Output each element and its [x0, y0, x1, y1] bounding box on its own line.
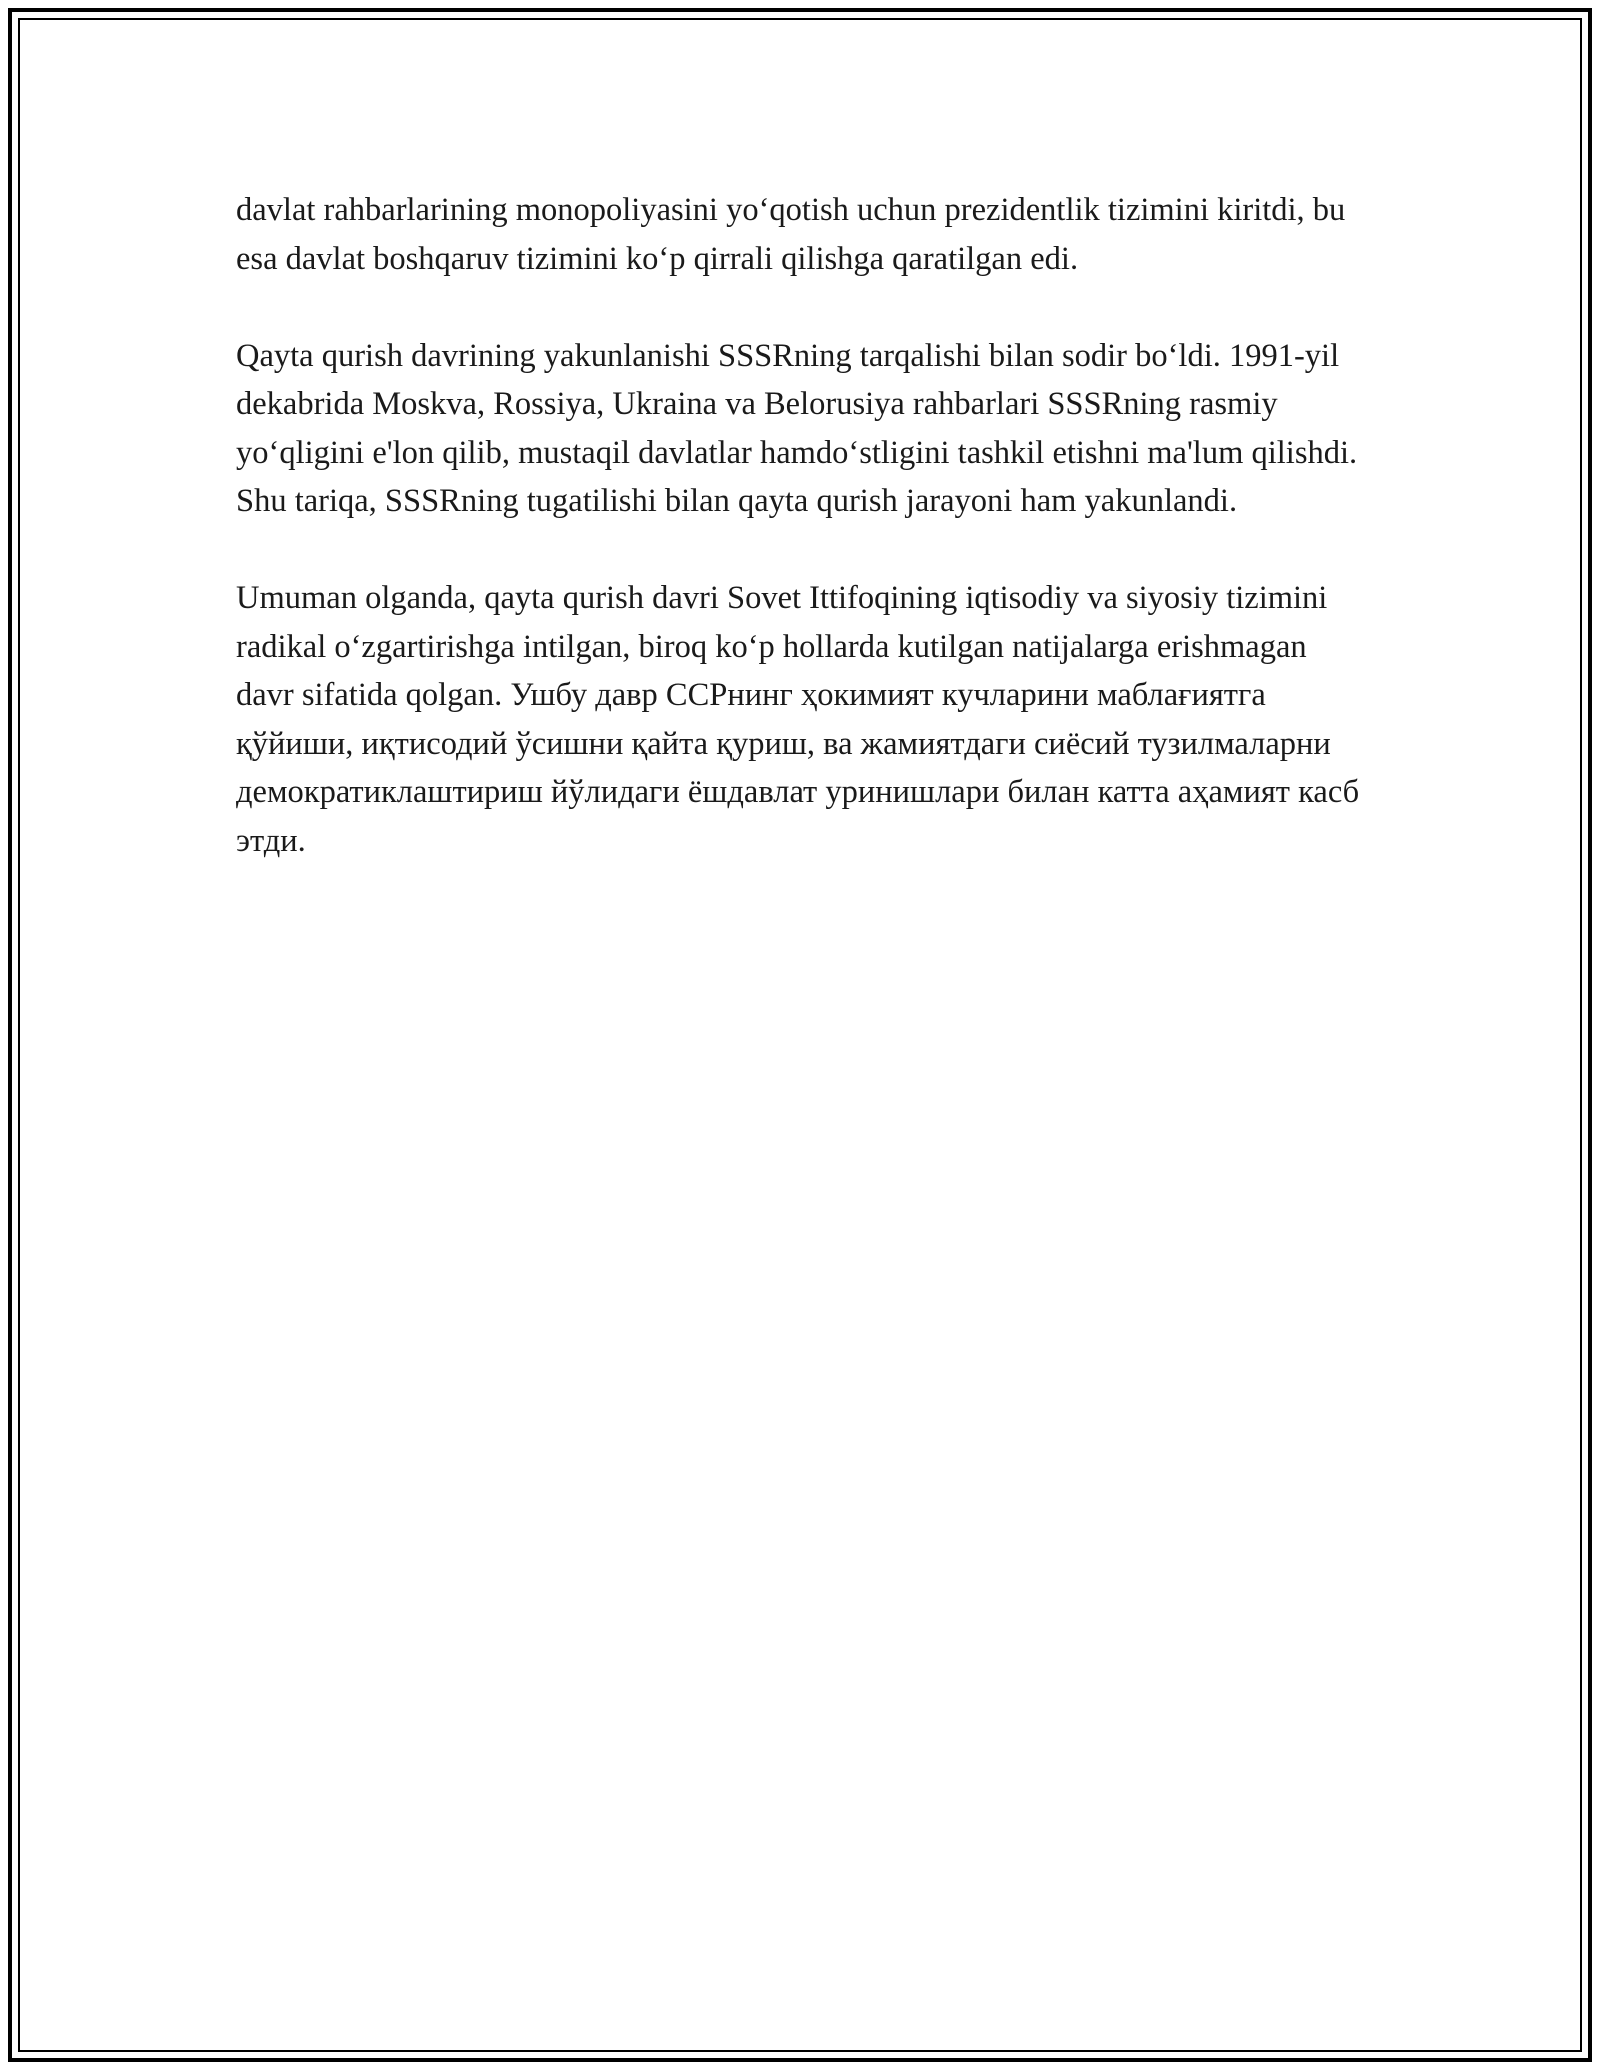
document-body [236, 186, 1366, 865]
paragraph-presidential-system: davlat rahbarlarining monopoliyasini yo‘qotish uchun prezidentlik tizimini kiritdi, bu esa davlat boshqaruv tizimini ko‘p qirrali qilishga qaratilgan edi. [236, 192, 1346, 277]
paragraph-ussr-dissolution: Qayta qurish davrining yakunlanishi SSSRning tarqalishi bilan sodir bo‘ldi. 1991-yil dekabrida Moskva, Rossiya, Ukraina va Belorusiya rahbarlari SSSRning rasmiy yo‘qligini e'lon qilib, mustaqil davlatlar hamdo‘stligini tashkil etishni ma'lum qilishdi. Shu tariqa, SSSRning tugatilishi bilan qayta qurish jarayoni ham yakunlandi. [236, 337, 1358, 519]
paragraph-conclusion: Umuman olganda, qayta qurish davri Sovet Ittifoqining iqtisodiy va siyosiy tizimini radikal o‘zgartirishga intilgan, biroq ko‘p hollarda kutilgan natijalarga erishmagan davr sifatida qolgan. Ушбу давр ССРнинг ҳокимият кучларини маблағиятга қўйиши, иқтисодий ўсишни қайта қуриш, ва жамиятдаги сиёсий тузилмаларни демократиклаштириш йўлидаги ёшдавлат уринишлари билан катта аҳамият касб этди. [236, 580, 1360, 859]
